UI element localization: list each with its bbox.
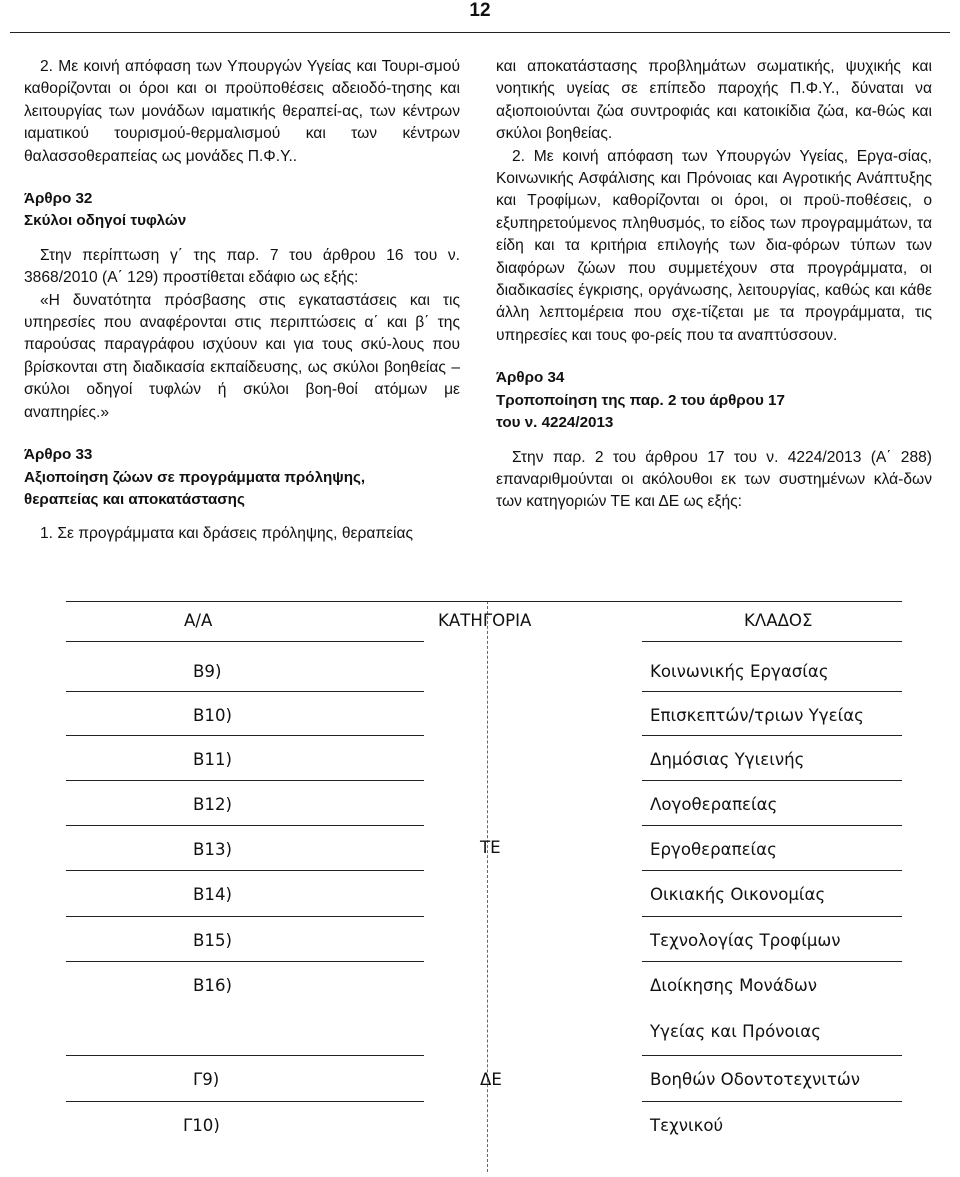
- row-aa-b15: Β15): [193, 931, 232, 950]
- page-number: 12: [469, 0, 491, 21]
- row-rule-right: [642, 1101, 902, 1102]
- row-rule-left: [66, 870, 424, 871]
- article-32-subtitle: Σκύλοι οδηγοί τυφλών: [24, 212, 187, 230]
- row-rule-right: [642, 961, 902, 962]
- paragraph-2-article31: 2. Με κοινή απόφαση των Υπουργών Υγείας και Τουρι-σμού καθορίζονται οι όροι και οι προϋποθέσεις αδειοδό-τησης και λειτουργίας των μονάδων ιαματικής θεραπεί-ας, των κέντρων ιαματικού τουρισμού-θερμαλισμού και των κέντρων θαλασσοθεραπείας ως μονάδες Π.Φ.Υ..: [24, 58, 460, 165]
- row-branch-public-hygiene: Δημόσιας Υγιεινής: [650, 750, 805, 769]
- row-rule-right: [642, 870, 902, 871]
- row-aa-b14: Β14): [193, 885, 232, 904]
- row-branch-occupational-therapy: Εργοθεραπείας: [650, 840, 777, 859]
- row-branch-health-units-admin: Διοίκησης Μονάδων: [650, 976, 818, 995]
- row-rule-left: [66, 691, 424, 692]
- article-34-para: Στην παρ. 2 του άρθρου 17 του ν. 4224/2013 (Α΄ 288) επαναριθμούνται οι ακόλουθοι εκ των συστημένων κλά-δων των κατηγοριών ΤΕ και ΔΕ ως εξής:: [496, 448, 932, 511]
- branches-table: [66, 601, 902, 1172]
- article-32-quote: «Η δυνατότητα πρόσβασης στις εγκαταστάσεις και τις υπηρεσίες που αναφέρονται στις περιπτώσεις α΄ και β΄ της παρούσας παραγράφου ισχύουν και για τους σκύ-λους που βρίσκονται στη διαδικασία εκπαίδευσης, ως σκύλοι βοηθείας – σκύλοι οδηγοί τυφλών ή σκύλοι βοη-θοί ατόμων με αναπηρίες.»: [24, 291, 460, 421]
- row-rule-right: [642, 780, 902, 781]
- left-column: [24, 56, 460, 546]
- category-te: ΤΕ: [480, 838, 501, 857]
- row-rule-left: [66, 735, 424, 736]
- row-branch-technical: Τεχνικού: [650, 1116, 724, 1135]
- row-branch-food-technology: Τεχνολογίας Τροφίμων: [650, 931, 841, 950]
- row-rule-right: [642, 691, 902, 692]
- article-34-subtitle-line2: του ν. 4224/2013: [496, 414, 614, 432]
- article-32-intro: Στην περίπτωση γ΄ της παρ. 7 του άρθρου 16 του ν. 3868/2010 (Α΄ 129) προστίθεται εδάφιο ως εξής:: [24, 246, 460, 287]
- article-33-para1-start: 1. Σε προγράμματα και δράσεις πρόληψης, θεραπείας: [40, 525, 414, 543]
- article-34-title: Άρθρο 34: [496, 369, 565, 387]
- row-rule-left: [66, 825, 424, 826]
- table-top-border: [66, 601, 902, 602]
- article-33-title: Άρθρο 33: [24, 446, 93, 464]
- article-32-title: Άρθρο 32: [24, 190, 93, 208]
- row-branch-speech-therapy: Λογοθεραπείας: [650, 795, 778, 814]
- category-de: ΔΕ: [480, 1070, 502, 1089]
- row-branch-social-work: Κοινωνικής Εργασίας: [650, 662, 829, 681]
- article-33-para1-continued: και αποκατάστασης προβλημάτων σωματικής, ψυχικής και νοητικής υγείας σε επίπεδο παροχής Π.Φ.Υ., δύναται να αξιοποιούνται ζώα συντροφιάς και κατοικίδια ζώα, κα-θώς και σκύλοι βοηθείας.: [496, 58, 932, 143]
- article-34-subtitle-line1: Τροποποίηση της παρ. 2 του άρθρου 17: [496, 391, 785, 409]
- row-rule-right: [642, 825, 902, 826]
- header-rule-right: [642, 641, 902, 642]
- row-aa-b11: Β11): [193, 750, 232, 769]
- article-33-subtitle-line1: Αξιοποίηση ζώων σε προγράμματα πρόληψης,: [24, 468, 366, 486]
- row-aa-g9: Γ9): [193, 1070, 220, 1089]
- row-rule-right: [642, 735, 902, 736]
- row-rule-left: [66, 1055, 424, 1056]
- row-rule-left: [66, 1101, 424, 1102]
- header-category: ΚΑΤΗΓΟΡΙΑ: [438, 611, 532, 630]
- row-rule-left: [66, 961, 424, 962]
- header-rule-left: [66, 641, 424, 642]
- row-branch-health-units-admin-line2: Υγείας και Πρόνοιας: [650, 1022, 821, 1041]
- row-aa-g10: Γ10): [183, 1116, 220, 1135]
- row-aa-b12: Β12): [193, 795, 232, 814]
- row-branch-health-visitors: Επισκεπτών/τριων Υγείας: [650, 706, 864, 725]
- header-branch: ΚΛΑΔΟΣ: [744, 611, 813, 630]
- article-33-subtitle-line2: θεραπείας και αποκατάστασης: [24, 490, 245, 508]
- right-column: [496, 56, 932, 514]
- row-aa-b13: Β13): [193, 840, 232, 859]
- header-aa: Α/Α: [184, 611, 213, 630]
- row-rule-left: [66, 780, 424, 781]
- row-branch-home-economics: Οικιακής Οικονομίας: [650, 885, 826, 904]
- row-aa-b9: Β9): [193, 662, 222, 681]
- article-33-para2: 2. Με κοινή απόφαση των Υπουργών Υγείας, Εργα-σίας, Κοινωνικής Ασφάλισης και Πρόνοιας και Αγροτικής Ανάπτυξης και Τροφίμων, καθορίζονται οι όροι, οι προϋ-ποθέσεις, ο εξυπηρετούμενος πληθυσμός, το είδος των προγραμμάτων, τα είδη και τα κριτήρια επιλογής των δια-φόρων τύπων των διαφόρων ζώων που συμμετέχουν στα προγράμματα, οι διαδικασίες έγκρισης, οργάνωσης, λειτουργίας, καθώς και κάθε άλλη λεπτομέρεια που σχε-τίζεται με τα προγράμματα, τις υπηρεσίες και τους φο-ρείς που τα αναπτύσσουν.: [496, 147, 932, 344]
- row-branch-dental-tech-assistants: Βοηθών Οδοντοτεχνιτών: [650, 1070, 861, 1089]
- row-rule-right: [642, 916, 902, 917]
- row-aa-b16: Β16): [193, 976, 232, 995]
- row-aa-b10: Β10): [193, 706, 232, 725]
- row-rule-right: [642, 1055, 902, 1056]
- header-rule: [10, 32, 950, 33]
- row-rule-left: [66, 916, 424, 917]
